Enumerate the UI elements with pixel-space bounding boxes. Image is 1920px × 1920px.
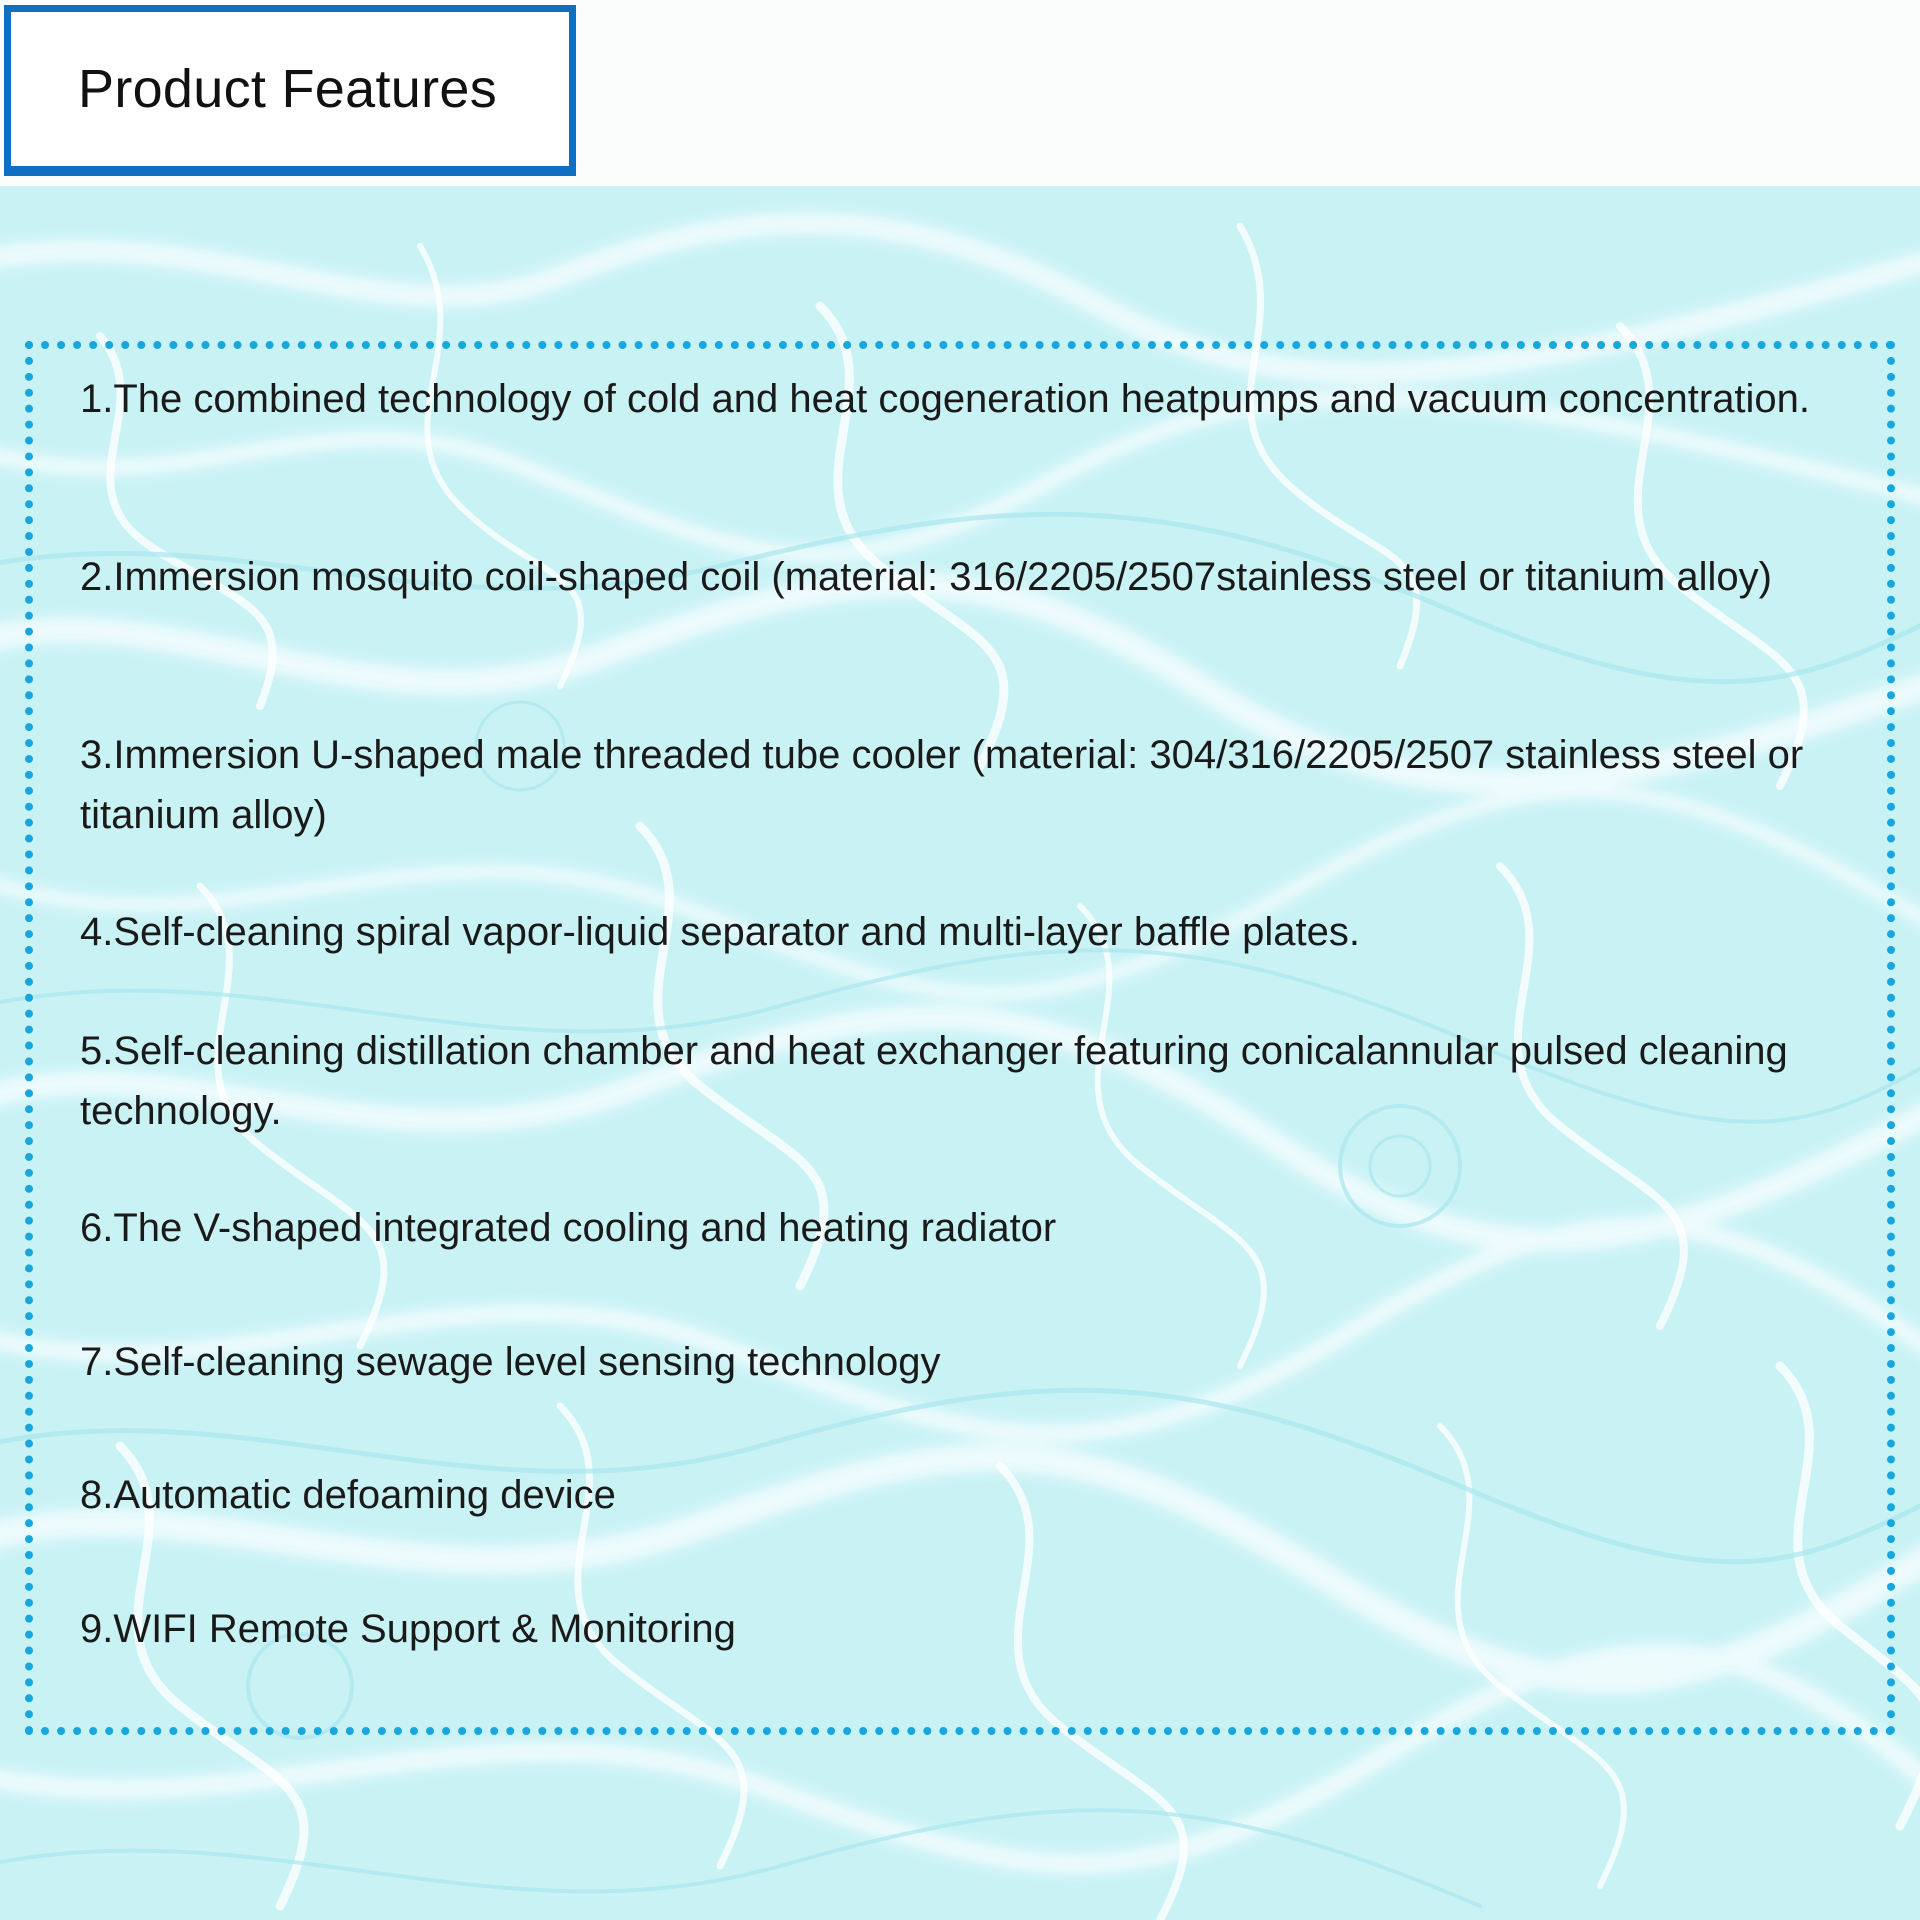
- feature-item-4: 4.Self-cleaning spiral vapor-liquid separator and multi-layer baffle plates.: [80, 910, 1360, 954]
- title-box: [4, 5, 576, 173]
- feature-item-9: 9.WIFI Remote Support & Monitoring: [80, 1607, 736, 1651]
- page-title: Product Features: [78, 59, 498, 119]
- feature-item-3: 3.Immersion U-shaped male threaded tube cooler (material: 304/316/2205/2507 stainless steel or titanium alloy): [80, 733, 1804, 837]
- feature-item-8: 8.Automatic defoaming device: [80, 1473, 616, 1517]
- feature-item-5: 5.Self-cleaning distillation chamber and heat exchanger featuring conicalannular pulsed cleaning technology.: [80, 1029, 1788, 1133]
- feature-item-7: 7.Self-cleaning sewage level sensing technology: [80, 1340, 941, 1384]
- feature-item-1: 1.The combined technology of cold and heat cogeneration heatpumps and vacuum concentration.: [80, 377, 1811, 421]
- feature-item-2: 2.Immersion mosquito coil-shaped coil (material: 316/2205/2507stainless steel or titanium alloy): [80, 555, 1772, 599]
- feature-item-6: 6.The V-shaped integrated cooling and heating radiator: [80, 1206, 1057, 1250]
